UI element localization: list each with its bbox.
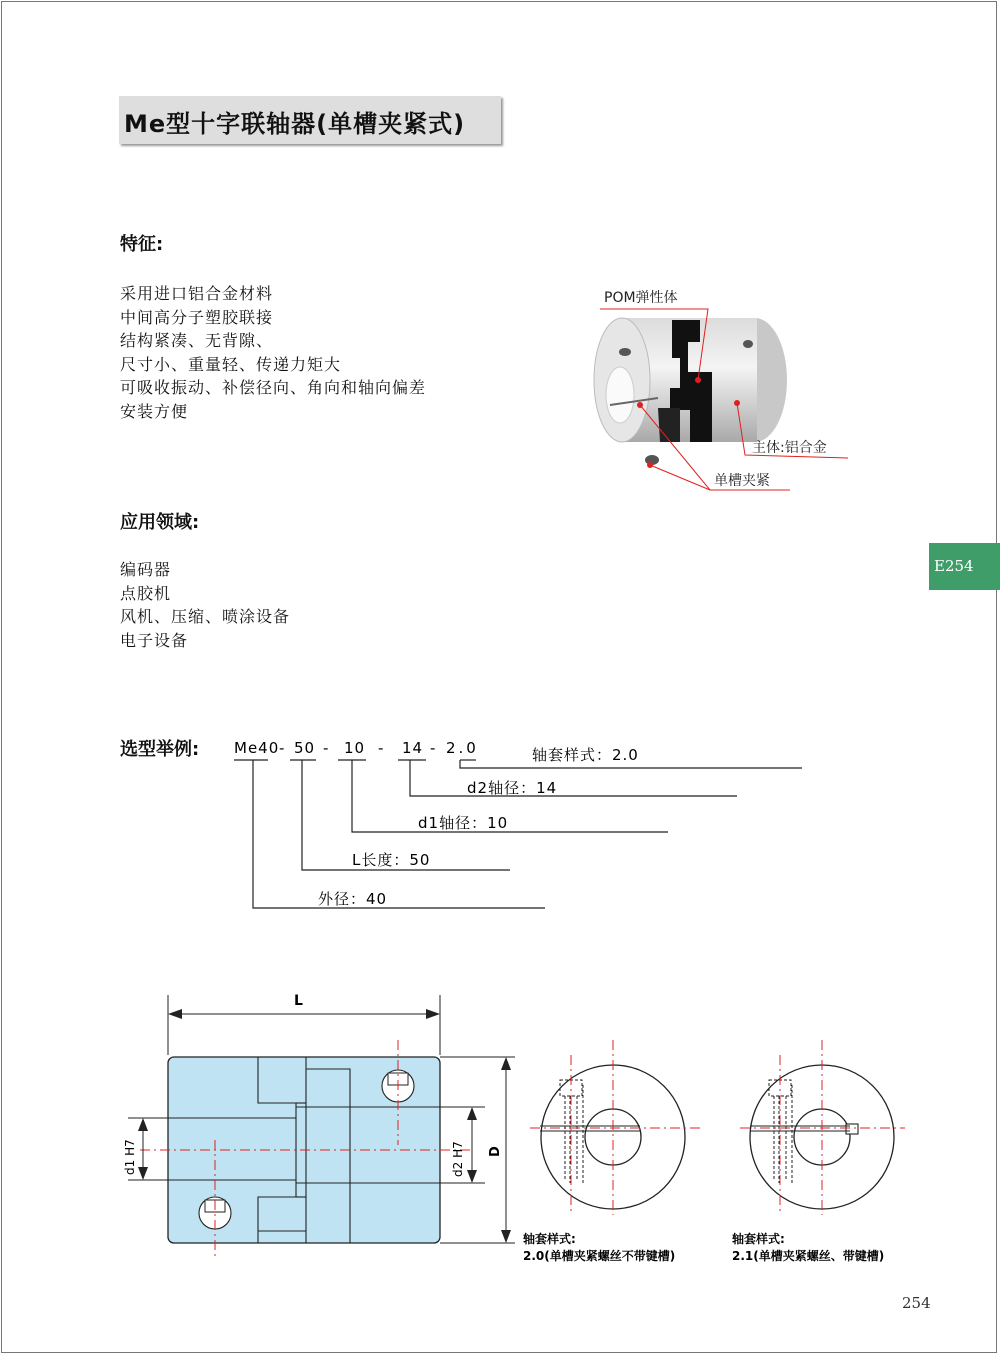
application-item: 风机、压缩、喷涂设备 <box>120 607 291 627</box>
pom-callout-dot <box>695 377 701 383</box>
style-a-title: 轴套样式: <box>523 1232 576 1246</box>
dim-d1: d1 H7 <box>123 1139 137 1175</box>
application-item: 编码器 <box>120 560 172 579</box>
selection-heading: 选型举例: <box>120 739 200 760</box>
feature-item: 中间高分子塑胶联接 <box>120 307 274 327</box>
dim-D: D <box>488 1146 503 1157</box>
style-b-desc: 2.1(单槽夹紧螺丝、带键槽) <box>732 1249 885 1263</box>
label-sleeve-style: 轴套样式：2.0 <box>532 746 639 764</box>
clamp-label: 单槽夹紧 <box>714 473 770 489</box>
body-callout-dot <box>734 400 740 406</box>
end-view-with-keyway <box>740 1040 905 1215</box>
pom-label: POM弹性体 <box>604 290 678 306</box>
end-view-no-keyway <box>530 1040 700 1215</box>
label-d2: d2轴径：14 <box>467 779 558 797</box>
style-b-title: 轴套样式: <box>732 1232 785 1246</box>
clamp-callout-dot <box>637 402 643 408</box>
clamp-callout-dot-2 <box>647 462 653 468</box>
body-label: 主体:铝合金 <box>752 440 827 456</box>
code-part-me40: Me40 <box>234 739 280 757</box>
features-heading: 特征: <box>120 234 164 255</box>
clamp-callout-line-2 <box>650 465 710 490</box>
label-d1: d1轴径：10 <box>418 814 509 832</box>
features-list <box>120 282 426 424</box>
application-item: 点胶机 <box>120 583 172 603</box>
code-dash: - <box>378 739 384 757</box>
application-item: 电子设备 <box>120 630 189 650</box>
coupling-bore <box>606 367 634 423</box>
feature-item: 采用进口铝合金材料 <box>120 284 274 303</box>
page-title: Me型十字联轴器(单槽夹紧式) <box>124 110 466 138</box>
code-dash: - <box>279 739 285 757</box>
style-a-desc: 2.0(单槽夹紧螺丝不带键槽) <box>523 1249 676 1263</box>
label-length: L长度：50 <box>352 851 431 869</box>
feature-item: 可吸收振动、补偿径向、角向和轴向偏差 <box>120 378 427 398</box>
applications-heading: 应用领域: <box>120 512 200 533</box>
coupling-photo <box>580 280 860 500</box>
feature-item: 结构紧凑、无背隙、 <box>120 331 274 351</box>
feature-item: 尺寸小、重量轻、传递力矩大 <box>120 354 342 374</box>
code-part-d1: 10 <box>344 739 366 757</box>
label-outer-diameter: 外径：40 <box>318 890 388 908</box>
section-tab: E254 <box>929 543 1000 590</box>
technical-drawing <box>110 985 930 1285</box>
code-part-length: 50 <box>294 739 316 757</box>
page-number: 254 <box>902 1294 931 1312</box>
selection-diagram <box>220 730 820 920</box>
screw-hole-right <box>743 340 753 348</box>
feature-item: 安装方便 <box>120 401 189 421</box>
dim-L: L <box>294 993 303 1009</box>
applications-list <box>120 558 290 652</box>
code-part-d2: 14 <box>402 739 424 757</box>
screw-hole-top <box>619 348 631 356</box>
code-dash: - <box>430 739 436 757</box>
code-part-style: 2.0 <box>446 739 479 757</box>
code-dash: - <box>323 739 329 757</box>
dim-d2: d2 H7 <box>451 1141 465 1177</box>
pom-spider-lower <box>658 408 680 442</box>
